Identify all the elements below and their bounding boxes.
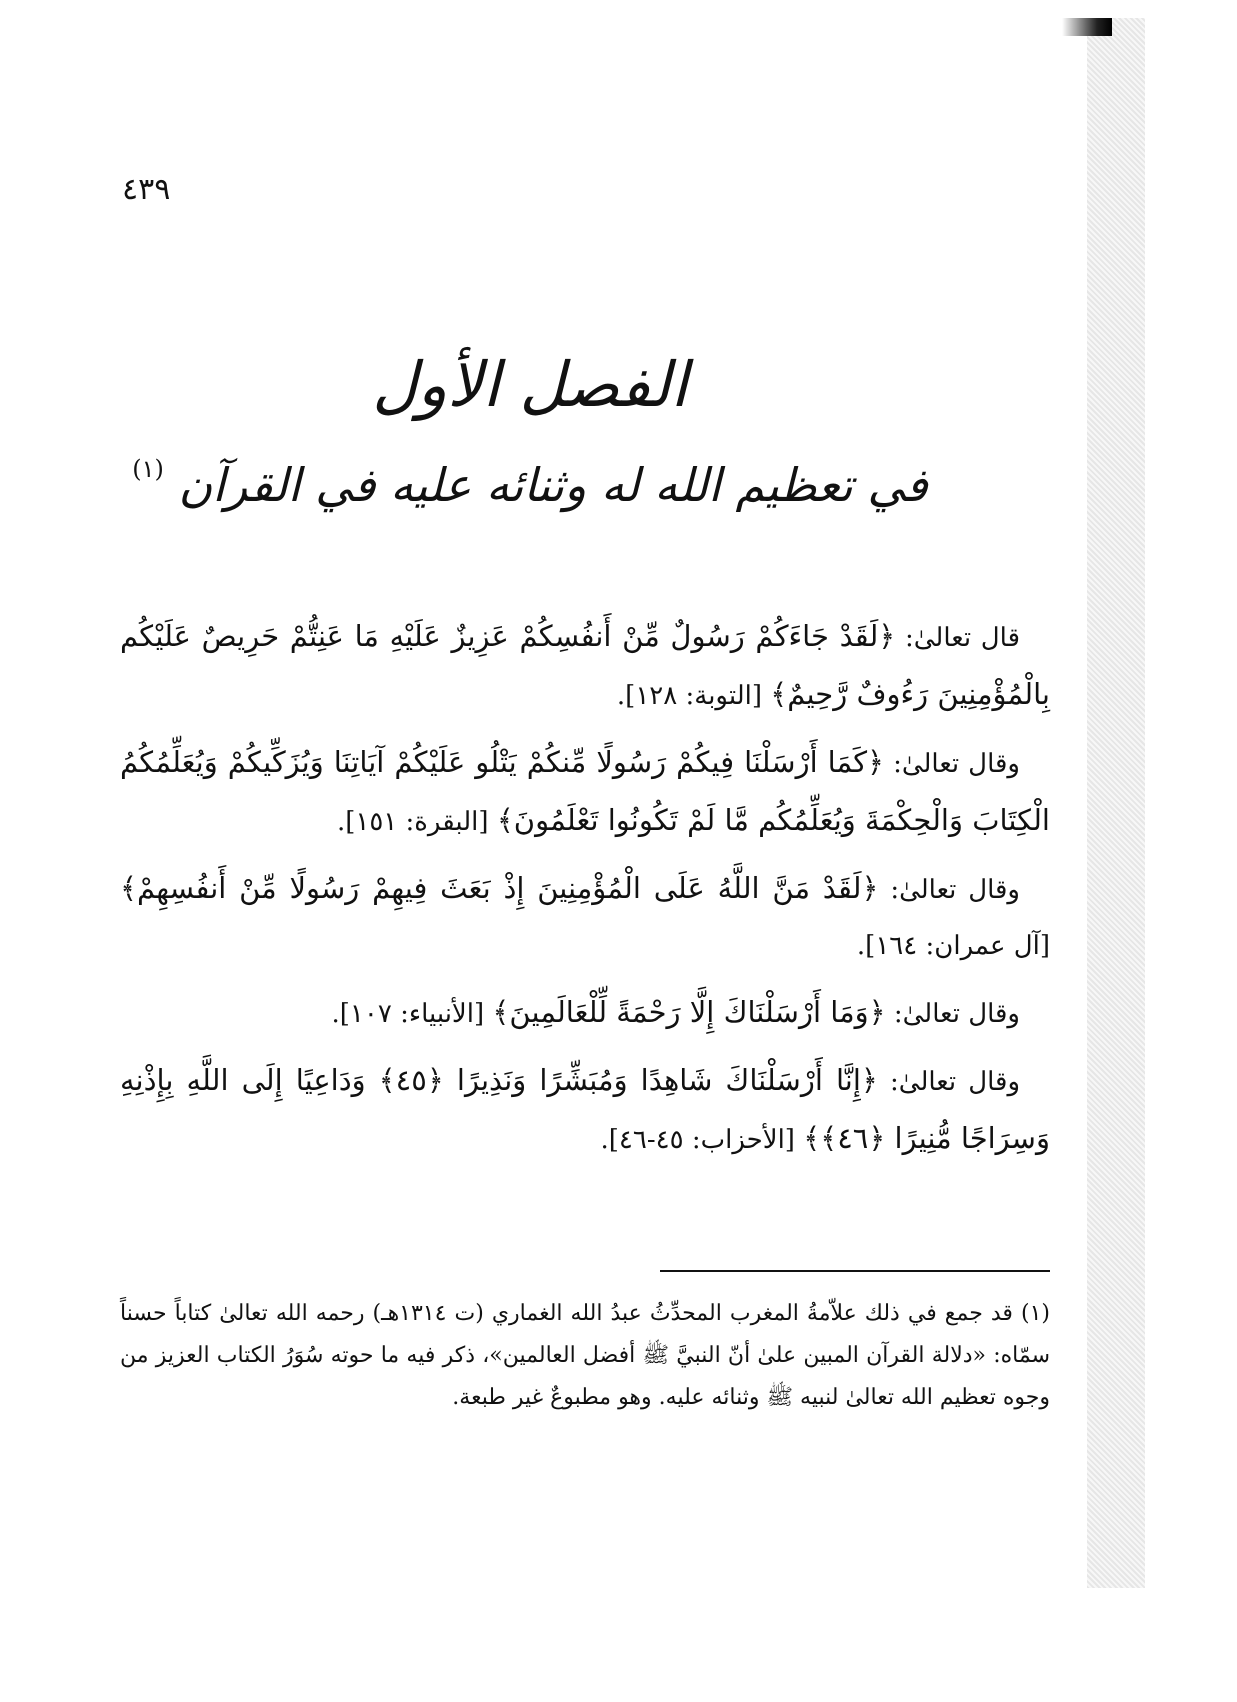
verse-reference: [الأحزاب: ٤٥-٤٦]. bbox=[600, 1125, 804, 1155]
page-edge-shadow bbox=[1087, 18, 1145, 1588]
chapter-subtitle-text: في تعظيم الله له وثنائه عليه في القرآن bbox=[178, 458, 928, 512]
body-text bbox=[120, 608, 1050, 1178]
footnote bbox=[120, 1293, 1050, 1419]
verse-reference: [آل عمران: ١٦٤]. bbox=[856, 931, 1050, 961]
verse-intro: وقال تعالىٰ: bbox=[878, 875, 1020, 905]
footnote-reference: (١) bbox=[132, 455, 164, 483]
chapter-title: الفصل الأول bbox=[372, 348, 688, 421]
quran-verse: ﴿إِنَّا أَرْسَلْنَاكَ شَاهِدًا وَمُبَشِّرًا وَنَذِيرًا ﴿٤٥﴾ وَدَاعِيًا إِلَى اللَّهِ بِإِذْنِهِ وَسِرَاجًا مُّنِيرًا ﴿٤٦﴾﴾ bbox=[120, 1063, 1050, 1155]
verse-reference: [التوبة: ١٢٨]. bbox=[616, 681, 771, 711]
verse-reference: [الأنبياء: ١٠٧]. bbox=[331, 999, 493, 1029]
paragraph bbox=[120, 1052, 1050, 1168]
footnote-text: قد جمع في ذلك علاّمةُ المغرب المحدِّثُ عبدُ الله الغماري (ت ١٣١٤هـ) رحمه الله تعالىٰ كتاباً حسناً سمّاه: «دلالة القرآن المبين علىٰ أنّ النبيَّ ﷺ أفضل العالمين»، ذكر فيه ما حوته سُوَرُ الكتاب العزيز من وجوه تعظيم الله تعالىٰ لنبيه ﷺ وثنائه عليه. وهو مطبوعٌ غير طبعة. bbox=[120, 1301, 1050, 1410]
paragraph bbox=[120, 860, 1050, 974]
quran-verse: ﴿كَمَا أَرْسَلْنَا فِيكُمْ رَسُولًا مِّنكُمْ يَتْلُو عَلَيْكُمْ آيَاتِنَا وَيُزَكِّيكُمْ وَيُعَلِّمُكُمُ الْكِتَابَ وَالْحِكْمَةَ وَيُعَلِّمُكُم مَّا لَمْ تَكُونُوا تَعْلَمُونَ﴾ bbox=[120, 745, 1050, 837]
quran-verse: ﴿لَقَدْ جَاءَكُمْ رَسُولٌ مِّنْ أَنفُسِكُمْ عَزِيزٌ عَلَيْهِ مَا عَنِتُّمْ حَرِيصٌ عَلَيْكُم بِالْمُؤْمِنِينَ رَءُوفٌ رَّحِيمٌ﴾ bbox=[120, 619, 1050, 711]
chapter-subtitle bbox=[0, 455, 1060, 512]
verse-intro: وقال تعالىٰ: bbox=[884, 749, 1020, 779]
paragraph bbox=[120, 608, 1050, 724]
footnote-marker: (١) bbox=[1020, 1301, 1050, 1326]
paragraph bbox=[120, 734, 1050, 850]
page-corner-mark bbox=[1062, 18, 1112, 36]
verse-intro: قال تعالىٰ: bbox=[895, 623, 1020, 653]
paragraph bbox=[120, 984, 1050, 1042]
verse-reference: [البقرة: ١٥١]. bbox=[336, 807, 497, 837]
footnote-divider bbox=[660, 1270, 1050, 1272]
quran-verse: ﴿وَمَا أَرْسَلْنَاكَ إِلَّا رَحْمَةً لِّلْعَالَمِينَ﴾ bbox=[492, 995, 886, 1029]
page-number: ٤٣٩ bbox=[122, 172, 171, 207]
quran-verse: ﴿لَقَدْ مَنَّ اللَّهُ عَلَى الْمُؤْمِنِينَ إِذْ بَعَثَ فِيهِمْ رَسُولًا مِّنْ أَنفُسِهِمْ﴾ bbox=[120, 871, 879, 905]
verse-intro: وقال تعالىٰ: bbox=[885, 999, 1020, 1029]
verse-intro: وقال تعالىٰ: bbox=[877, 1067, 1020, 1097]
